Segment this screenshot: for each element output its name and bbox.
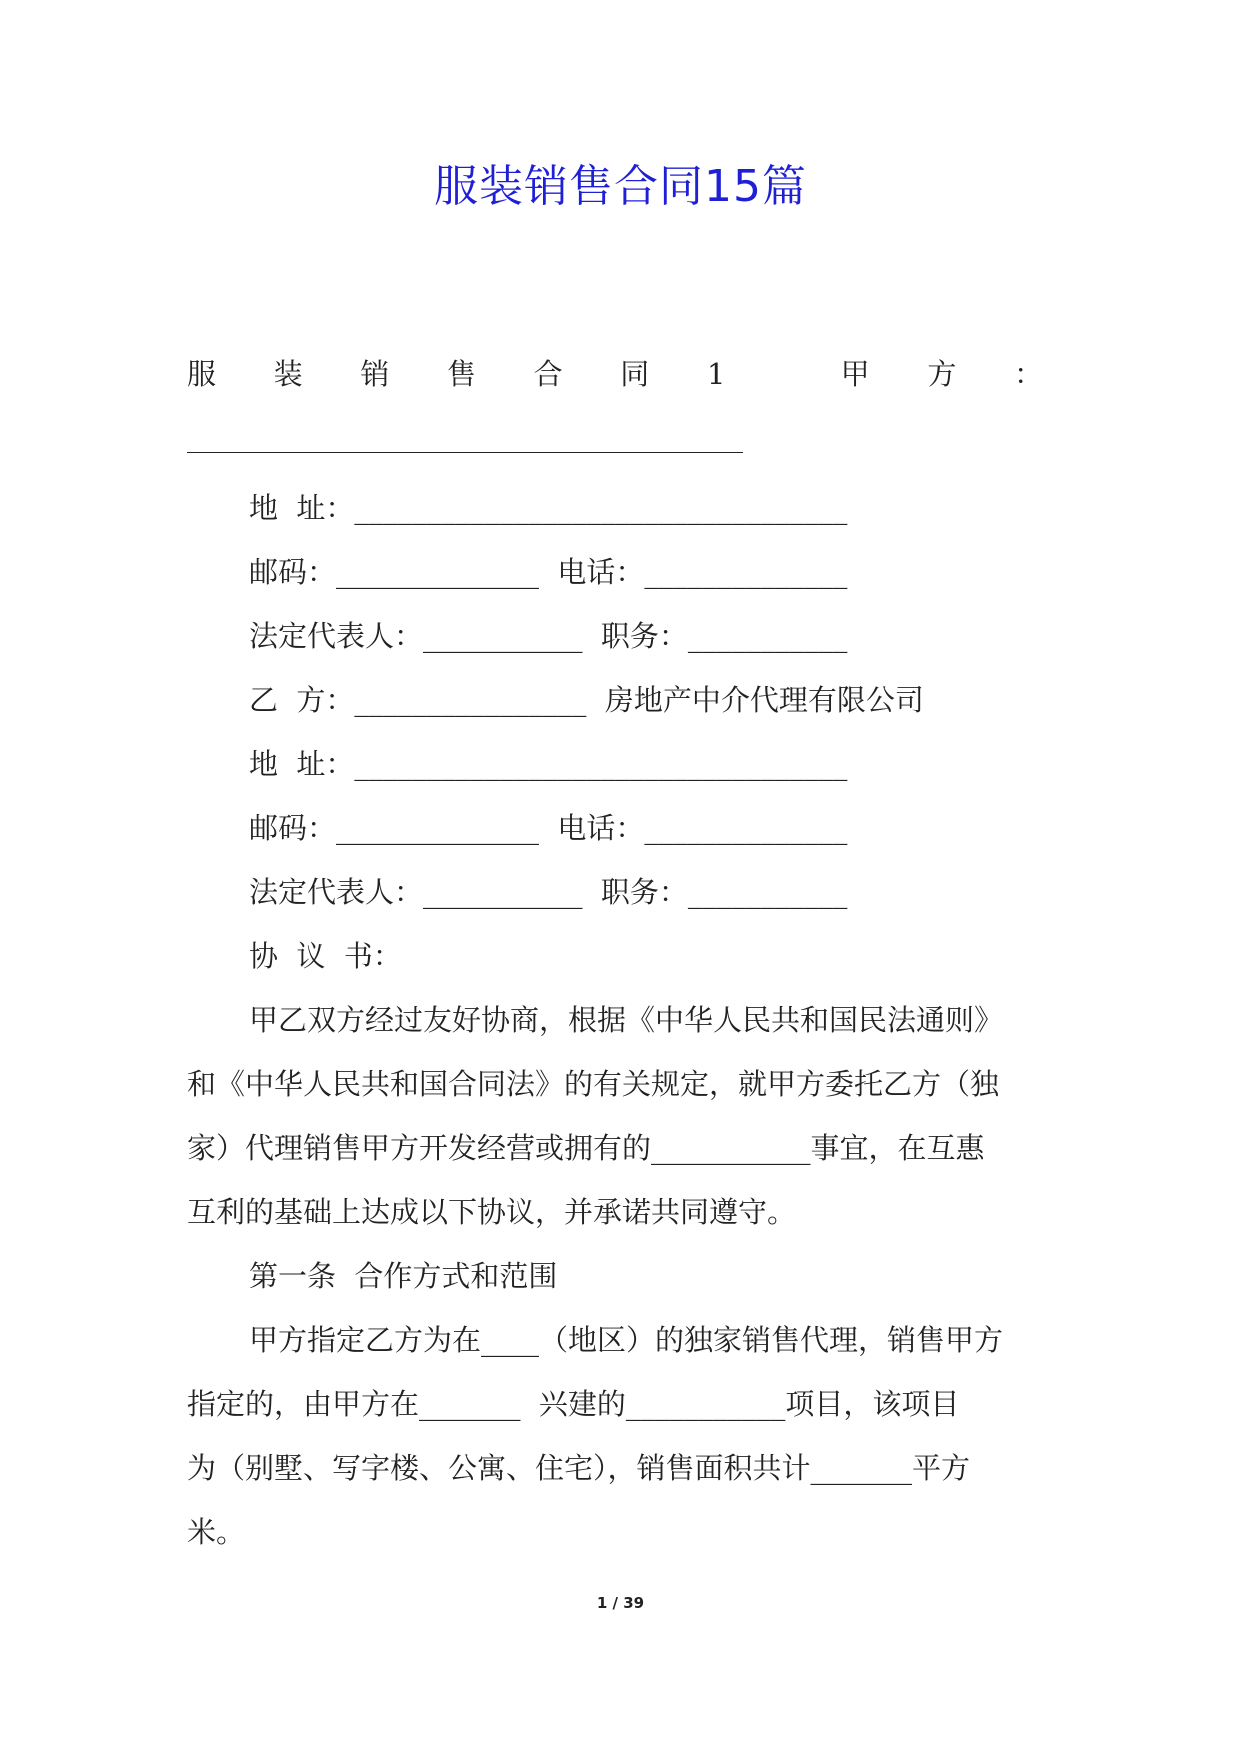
header-char: 甲 bbox=[840, 357, 870, 391]
page-number: 1 / 39 bbox=[596, 1594, 645, 1612]
party-a-address: 地 址：__________________________________ bbox=[249, 491, 848, 525]
party-b-postcode-phone: 邮码：______________ 电话：______________ bbox=[249, 811, 848, 845]
paragraph-line: 为（别墅、写字楼、公寓、住宅），销售面积共计_______平方 bbox=[187, 1451, 971, 1485]
document-title: 服装销售合同15篇 bbox=[434, 161, 807, 212]
article-heading: 第一条 合作方式和范围 bbox=[249, 1259, 558, 1293]
party-b-address: 地 址：__________________________________ bbox=[249, 747, 848, 781]
header-char: 服 bbox=[187, 357, 217, 391]
header-char: 方 bbox=[927, 357, 957, 391]
paragraph-line: 米。 bbox=[187, 1515, 246, 1549]
party-b-name: 乙 方：________________ 房地产中介代理有限公司 bbox=[249, 683, 924, 717]
contract-header-line bbox=[187, 354, 1043, 394]
party-b-rep-position: 法定代表人：___________ 职务：___________ bbox=[249, 875, 848, 909]
header-char: ： bbox=[1013, 357, 1043, 391]
header-char: 售 bbox=[446, 357, 476, 391]
paragraph-line: 和《中华人民共和国合同法》的有关规定，就甲方委托乙方（独 bbox=[187, 1067, 1000, 1101]
paragraph-line: 指定的，由甲方在_______ 兴建的___________项目，该项目 bbox=[187, 1387, 960, 1421]
paragraph-line: 家）代理销售甲方开发经营或拥有的___________事宜，在互惠 bbox=[187, 1131, 985, 1165]
header-char: 销 bbox=[360, 357, 390, 391]
paragraph-line: 互利的基础上达成以下协议，并承诺共同遵守。 bbox=[187, 1195, 797, 1229]
party-a-rep-position: 法定代表人：___________ 职务：___________ bbox=[249, 619, 848, 653]
header-char: 合 bbox=[533, 357, 563, 391]
paragraph-line: 甲乙双方经过友好协商，根据《中华人民共和国民法通则》 bbox=[249, 1003, 1004, 1037]
agreement-heading: 协 议 书： bbox=[249, 939, 402, 973]
header-char: 1 bbox=[706, 357, 726, 391]
party-a-name-blank bbox=[187, 452, 743, 453]
party-a-postcode-phone: 邮码：______________ 电话：______________ bbox=[249, 555, 848, 589]
paragraph-line: 甲方指定乙方为在____（地区）的独家销售代理，销售甲方 bbox=[249, 1323, 1004, 1357]
header-char: 同 bbox=[620, 357, 650, 391]
header-char: 装 bbox=[273, 357, 303, 391]
